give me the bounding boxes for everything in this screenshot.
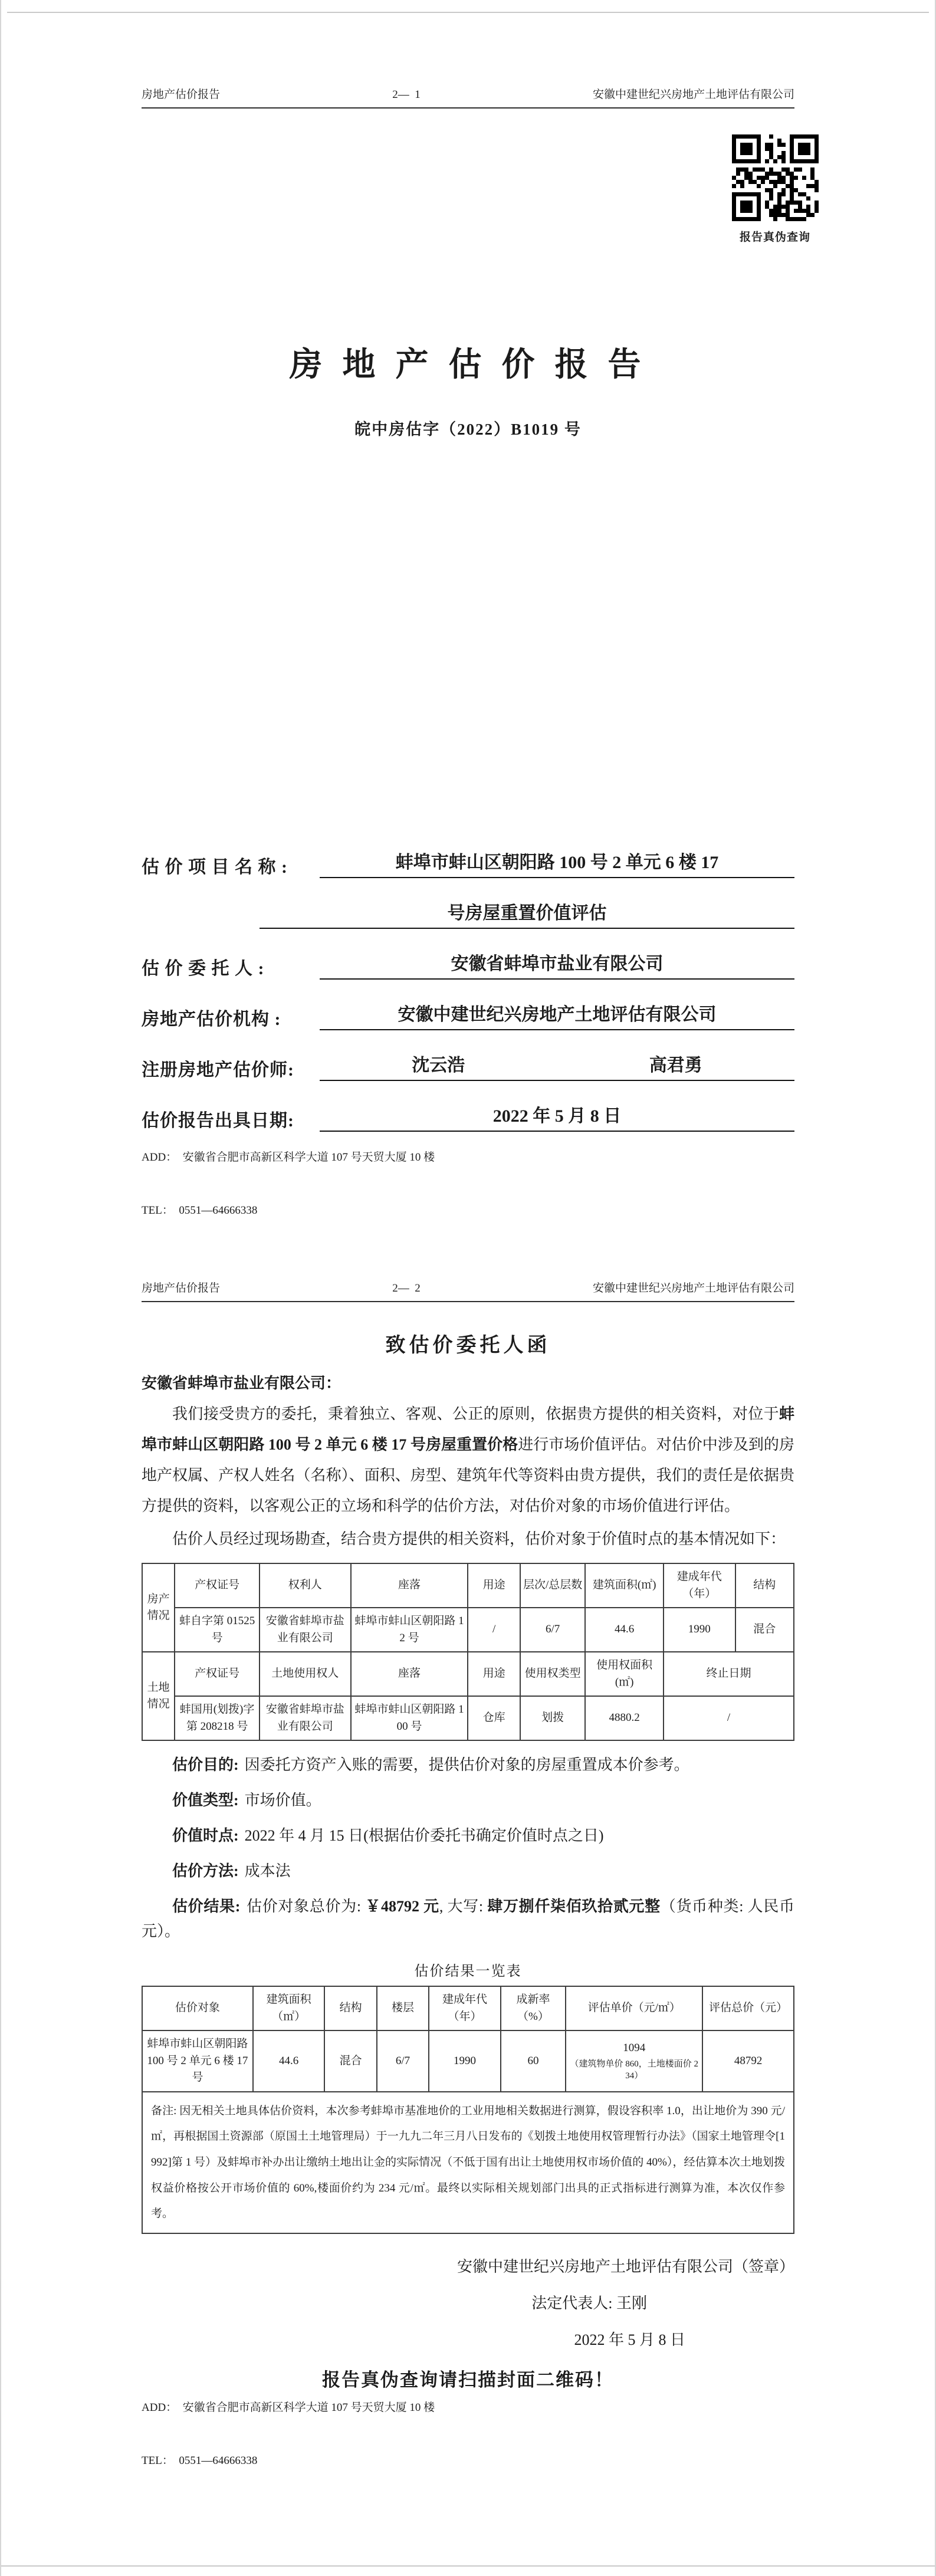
header-cell: 产权证号 <box>175 1563 260 1608</box>
intro-paragraph-pre: 我们接受贵方的委托，秉着独立、客观、公正的原则，依据贵方提供的相关资料，对位于 <box>172 1405 779 1422</box>
header-cell: 座落 <box>351 1652 468 1696</box>
signature-date: 2022 年 5 月 8 日 <box>574 2331 685 2348</box>
qr-code-icon <box>732 134 819 221</box>
result-line <box>142 1894 794 1944</box>
project-name-value-line1: 蚌埠市蚌山区朝阳路 100 号 2 单元 6 楼 17 <box>320 852 794 878</box>
appraisal-result-table <box>142 1986 794 2234</box>
header-company-name: 安徽中建世纪兴房地产土地评估有限公司 <box>592 88 794 101</box>
page2-footer <box>142 2364 794 2505</box>
house-group-label: 房产情况 <box>142 1563 175 1652</box>
data-cell: / <box>468 1608 520 1652</box>
header-cell: 估价对象 <box>142 1986 253 2030</box>
header-page-number: 2— 1 <box>392 88 421 101</box>
project-name-value-line2: 号房屋重置价值评估 <box>260 903 794 929</box>
result-pre: 估价对象总价为: <box>246 1898 362 1915</box>
result-data-row <box>142 2030 794 2092</box>
data-cell: 划拨 <box>520 1696 586 1740</box>
result-post: （货币种类: 人民币元）。 <box>142 1898 794 1940</box>
qr-caption: 报告真伪查询 <box>739 231 810 244</box>
value-type-line <box>142 1788 794 1813</box>
form-row-client <box>142 954 794 980</box>
header-cell: 用途 <box>468 1563 520 1608</box>
client-value: 安徽省蚌埠市盐业有限公司 <box>320 954 794 980</box>
header-cell: 权利人 <box>260 1563 351 1608</box>
appraisal-items <box>142 1753 794 1944</box>
data-cell: 6/7 <box>520 1608 586 1652</box>
salutation: 安徽省蚌埠市盐业有限公司： <box>142 1375 341 1392</box>
header-cell: 层次/总层数 <box>520 1563 586 1608</box>
result-header-row <box>142 1986 794 2030</box>
form-row-project-continuation <box>142 903 794 929</box>
letter-title: 致估价委托人函 <box>385 1335 551 1356</box>
report-title: 房 地 产 估 价 报 告 <box>289 347 647 383</box>
value-date-label: 价值时点: <box>172 1827 239 1844</box>
data-cell: 44.6 <box>253 2030 325 2092</box>
signature-block <box>142 2255 794 2352</box>
scan-edge-bottom <box>0 2565 936 2567</box>
data-cell: 蚌埠市蚌山区朝阳路 12 号 <box>351 1608 468 1652</box>
header-cell: 建成年代（年） <box>664 1563 735 1608</box>
data-cell: 蚌埠市蚌山区朝阳路 100 号 <box>351 1696 468 1740</box>
data-cell: 安徽省蚌埠市盐业有限公司 <box>260 1696 351 1740</box>
footer-address: ADD： 安徽省合肥市高新区科学大道 107 号天贸大厦 10 楼 <box>142 1151 435 1164</box>
survey-paragraph: 估价人员经过现场勘查，结合贵方提供的相关资料，估价对象于价值时点的基本情况如下： <box>172 1530 786 1547</box>
header-cell: 使用权面积(㎡) <box>585 1652 664 1696</box>
result-amount-words: 肆万捌仟柒佰玖拾贰元整 <box>487 1898 661 1915</box>
header-cell: 结构 <box>735 1563 794 1608</box>
data-cell: 48792 <box>702 2030 794 2092</box>
unit-price-note: （建筑物单价 860，土地楼面价 234） <box>570 2059 698 2081</box>
data-cell: 6/7 <box>377 2030 429 2092</box>
result-table-title: 估价结果一览表 <box>414 1964 522 1979</box>
land-header-row <box>142 1652 794 1696</box>
doc-number: 皖中房估字（2022）B1019 号 <box>354 420 582 438</box>
header-cell: 楼层 <box>377 1986 429 2030</box>
footer-address: ADD： 安徽省合肥市高新区科学大道 107 号天贸大厦 10 楼 <box>142 2401 435 2414</box>
header-cell: 建筑面积（㎡） <box>253 1986 325 2030</box>
header-cell: 成新率（%） <box>501 1986 566 2030</box>
qr-block <box>731 134 819 244</box>
header-cell: 用途 <box>468 1652 520 1696</box>
house-data-row <box>142 1608 794 1652</box>
purpose-label: 估价目的: <box>172 1756 239 1773</box>
property-info-table <box>142 1563 794 1741</box>
data-cell: 60 <box>501 2030 566 2092</box>
intro-paragraph <box>142 1399 794 1522</box>
value-type-label: 价值类型: <box>172 1792 239 1809</box>
page1-footer <box>142 1113 794 1255</box>
project-name-label: 估 价 项 目 名 称 : <box>142 857 288 877</box>
header-cell: 土地使用权人 <box>260 1652 351 1696</box>
header-cell: 产权证号 <box>175 1652 260 1696</box>
header-doc-title: 房地产估价报告 <box>142 1282 221 1294</box>
footer-phone: TEL： 0551—64666338 <box>142 2455 258 2467</box>
purpose-line <box>142 1753 794 1777</box>
house-header-row <box>142 1563 794 1608</box>
agency-label: 房地产估价机构 : <box>142 1010 281 1029</box>
land-data-row <box>142 1696 794 1740</box>
data-cell: 蚌国用(划拨)字第 208218 号 <box>175 1696 260 1740</box>
form-row-agency <box>142 1004 794 1030</box>
header-cell: 终止日期 <box>664 1652 794 1696</box>
form-row-appraisers <box>142 1055 794 1081</box>
data-cell: 44.6 <box>585 1608 664 1652</box>
method-text: 成本法 <box>244 1862 291 1880</box>
data-cell: 4880.2 <box>585 1696 664 1740</box>
result-amount: ￥48792 元 <box>365 1898 439 1915</box>
method-label: 估价方法: <box>172 1862 239 1880</box>
data-cell: 1990 <box>429 2030 501 2092</box>
header-company-name: 安徽中建世纪兴房地产土地评估有限公司 <box>592 1282 794 1294</box>
header-cell: 评估单价（元/㎡） <box>566 1986 702 2030</box>
method-line <box>142 1859 794 1884</box>
header-cell: 座落 <box>351 1563 468 1608</box>
result-label: 估价结果: <box>172 1898 241 1915</box>
page-1 <box>1 13 935 1263</box>
unit-price-cell <box>566 2030 702 2092</box>
data-cell: 安徽省蚌埠市盐业有限公司 <box>260 1608 351 1652</box>
header-page-number: 2— 2 <box>392 1282 421 1294</box>
header-cell: 建成年代（年） <box>429 1986 501 2030</box>
client-label: 估 价 委 托 人 : <box>142 959 265 978</box>
page1-header <box>142 87 794 109</box>
note-cell: 备注: 因无相关土地具体估价资料，本次参考蚌埠市基准地价的工业用地相关数据进行测算，假设容积率 1.0，出让地价为 390 元/㎡，再根据国土资源部（原国土土地管理局）于一九九二年三月八日发布的《划拨土地使用权管理暂行办法》（国家土地管理令[1992]第 1 号）及蚌埠市补办出让缴纳土地出让金的实际情况（不低于国有出让土地使用权市场价值的 40%），经估算本次土地划拨权益价格按公开市场价值的 60%,楼面价约为 234 元/㎡。最终以实际相关规划部门出具的正式指标进行测算为准，本次仅作参考。 <box>142 2092 794 2233</box>
signature-legal-rep: 法定代表人: 王刚 <box>531 2294 647 2312</box>
signature-company: 安徽中建世纪兴房地产土地评估有限公司（签章） <box>456 2258 794 2275</box>
value-type-text: 市场价值。 <box>244 1792 321 1809</box>
appraiser-values <box>320 1055 794 1081</box>
intro-paragraph-post: 进行市场价值评估。对估价中涉及到的房地产权属、产权人姓名（名称）、面积、房型、建筑年代等资料由贵方提供，我们的责任是依据贵方提供的资料，以客观公正的立场和科学的估价方法，对估价对象的市场价值进行评估。 <box>142 1436 794 1514</box>
header-cell: 评估总价（元） <box>702 1986 794 2030</box>
page2-header <box>142 1281 794 1302</box>
agency-value: 安徽中建世纪兴房地产土地评估有限公司 <box>320 1004 794 1030</box>
appraiser-name-2: 高君勇 <box>649 1056 702 1075</box>
purpose-text: 因委托方资产入账的需要，提供估价对象的房屋重置成本价参考。 <box>244 1756 689 1773</box>
report-date-value: 2022 年 5 月 8 日 <box>320 1106 794 1132</box>
data-cell: 1990 <box>664 1608 735 1652</box>
data-cell: 混合 <box>735 1608 794 1652</box>
scan-qr-note: 报告真伪查询请扫描封面二维码！ <box>322 2369 614 2390</box>
data-cell: 蚌自字第 01525 号 <box>175 1608 260 1652</box>
header-cell: 建筑面积(㎡) <box>585 1563 664 1608</box>
value-date-text: 2022 年 4 月 15 日(根据估价委托书确定价值时点之日) <box>244 1827 604 1844</box>
value-date-line <box>142 1823 794 1848</box>
result-mid: , 大写: <box>439 1898 484 1915</box>
appraiser-label: 注册房地产估价师: <box>142 1060 294 1080</box>
form-row-project <box>142 852 794 878</box>
land-group-label: 土地情况 <box>142 1652 175 1740</box>
report-date-label: 估价报告出具日期: <box>142 1111 294 1131</box>
header-cell: 结构 <box>324 1986 376 2030</box>
note-row <box>142 2092 794 2233</box>
unit-price-value: 1094 <box>623 2042 646 2055</box>
page-2 <box>1 1263 935 2576</box>
data-cell: / <box>664 1696 794 1740</box>
subject-property-bold: 蚌埠市蚌山区朝阳路 100 号 2 单元 6 楼 17 号房屋重置价格 <box>142 1405 794 1453</box>
cover-form <box>142 852 794 1132</box>
header-cell: 使用权类型 <box>520 1652 586 1696</box>
appraiser-name-1: 沈云浩 <box>412 1056 465 1075</box>
header-doc-title: 房地产估价报告 <box>142 88 221 101</box>
data-cell: 蚌埠市蚌山区朝阳路 100 号 2 单元 6 楼 17 号 <box>142 2030 253 2092</box>
footer-phone: TEL： 0551—64666338 <box>142 1204 258 1217</box>
data-cell: 仓库 <box>468 1696 520 1740</box>
data-cell: 混合 <box>324 2030 376 2092</box>
